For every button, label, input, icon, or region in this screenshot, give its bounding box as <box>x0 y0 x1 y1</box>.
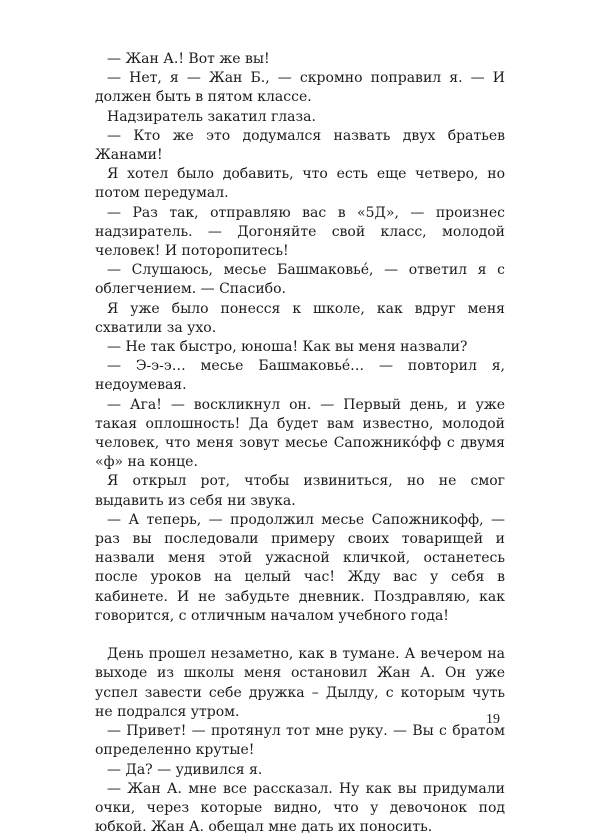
section-break <box>95 626 505 645</box>
paragraph: — Э-э-э… месье Башмаковьé… — повторил я, недоумевая. <box>95 358 505 394</box>
paragraph: Я уже было понесся к школе, как вдруг меня схватили за ухо. <box>95 300 505 336</box>
paragraph: — А теперь, — продолжил месье Сапожникофф, — раз вы последовали примеру своих товарищей и назвали меня этой ужасной кличкой, останетесь после уроков на целый час! Жду вас у себя в кабинете. И не забудьте дневник. Поздравляю, как говорится, с отличным началом учебного года! <box>95 511 505 624</box>
paragraph: Я хотел было добавить, что есть еще четверо, но потом передумал. <box>95 166 505 202</box>
paragraph: — Кто же это додумался назвать двух братьев Жанами! <box>95 127 505 164</box>
paragraph: Надзиратель закатил глаза. <box>107 108 316 125</box>
paragraph: — Нет, я — Жан Б., — скромно поправил я. — И должен быть в пятом классе. <box>95 70 505 106</box>
paragraph: Я открыл рот, чтобы извиниться, но не смог выдавить из себя ни звука. <box>95 473 505 509</box>
paragraph: — Да? — удивился я. <box>107 761 263 778</box>
paragraph: — Ага! — воскликнул он. — Первый день, и уже такая оплошность! Да будет вам известно, молодой человек, что меня зовут месье Сапожникóфф с двумя «ф» на конце. <box>95 396 505 471</box>
page-number: 19 <box>486 712 500 727</box>
paragraph: День прошел незаметно, как в тумане. А вечером на выходе из школы меня остановил Жан А. Он уже успел завести себе дружка – Дылду, с которым чуть не подрался утром. <box>95 646 505 720</box>
paragraph: — Жан А. мне все рассказал. Ну как вы придумали очки, через которые видно, что у девочонок под юбкой. Жан А. обещал мне дать их поносить. <box>95 780 505 836</box>
paragraph: — Жан А.! Вот же вы! <box>107 51 270 67</box>
paragraph: — Не так быстро, юноша! Как вы меня назвали? <box>107 339 468 356</box>
paragraph: — Раз так, отправляю вас в «5Д», — произнес надзиратель. — Догоняйте свой класс, молодой человек! И поторопитесь! <box>95 204 505 260</box>
paragraph: — Слушаюсь, месье Башмаковьé, — ответил я с облегчением. — Спасибо. <box>95 262 505 298</box>
paragraph: — Привет! — протянул тот мне руку. — Вы с братом определенно крутые! <box>95 723 505 759</box>
page-text <box>95 50 505 837</box>
